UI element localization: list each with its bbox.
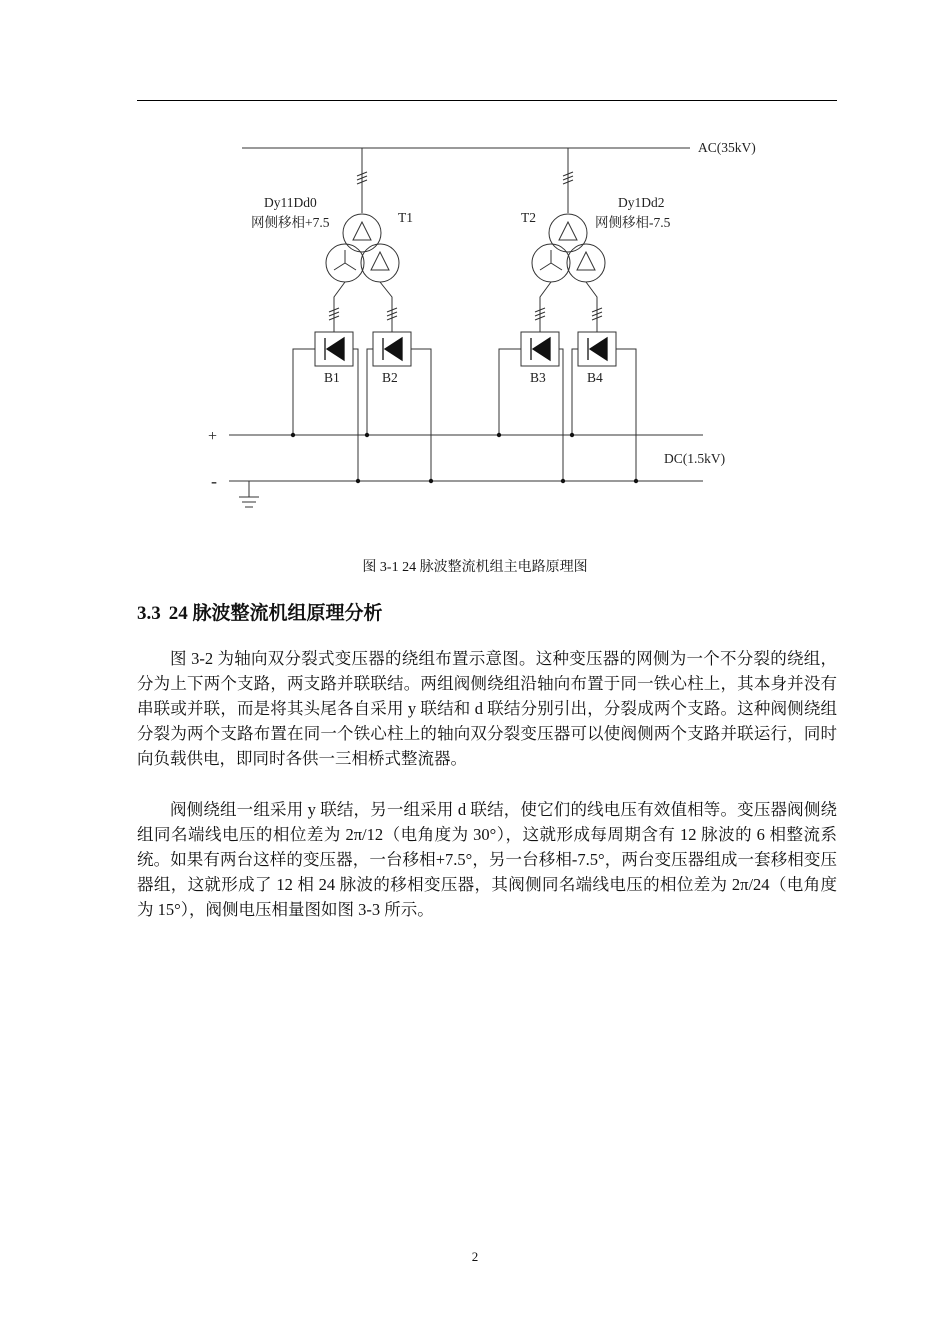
diode-b3 (531, 338, 550, 360)
dc-negative-label: - (211, 471, 217, 491)
diode-b1 (325, 338, 344, 360)
t1-lead-b2 (380, 282, 392, 332)
t1-feeder-ticks (357, 172, 367, 184)
bridge-b4-label: B4 (587, 370, 603, 385)
page-number: 2 (471, 1249, 479, 1264)
b1-positive-lead (293, 349, 315, 435)
b2-positive-lead (367, 349, 373, 435)
body-paragraph-1: 图 3-2 为轴向双分裂式变压器的绕组布置示意图。这种变压器的网侧为一个不分裂的绕组，分为上下两个支路，两支路并联联结。两组阀侧绕组沿轴向布置于同一铁心柱上，其本身并没有串联或并联，而是将其头尾各自采用 y 联结和 d 联结分别引出，分裂成两个支路。这种阀侧绕组分裂为两个支路布置在同一个铁心柱上的轴向双分裂变压器可以使阀侧两个支路并联运行，同时向负载供电，即同时各供一三相桥式整流器。 (137, 649, 837, 768)
bridge-b1-label: B1 (324, 370, 340, 385)
b4-positive-lead (572, 349, 578, 435)
t2-lead-b3 (540, 282, 551, 332)
dc-bus-label: DC(1.5kV) (664, 451, 726, 466)
dc-positive-label: + (208, 428, 218, 445)
section-number: 3.3 (137, 603, 161, 624)
section-title: 24 脉波整流机组原理分析 (168, 603, 383, 624)
b4-negative-lead (616, 349, 636, 481)
bridge-b2-label: B2 (382, 370, 398, 385)
b1-negative-lead (353, 349, 358, 481)
figure-caption: 图 3-1 24 脉波整流机组主电路原理图 (362, 560, 588, 575)
t2-name-label: T2 (521, 210, 536, 225)
transformer-t1 (326, 214, 399, 282)
diode-b2 (383, 338, 402, 360)
t2-feeder-ticks (563, 172, 573, 184)
b2-negative-lead (411, 349, 431, 481)
t1-name-label: T1 (398, 210, 413, 225)
t2-shift-label: 网侧移相-7.5 (595, 215, 671, 230)
lead-ticks (329, 308, 602, 320)
diode-b4 (588, 338, 607, 360)
circuit-diagram (0, 0, 950, 560)
ac-bus-label: AC(35kV) (698, 140, 756, 155)
t1-lead-b1 (334, 282, 345, 332)
b3-positive-lead (499, 349, 521, 435)
t2-connection-label: Dy1Dd2 (618, 195, 665, 210)
section-heading (137, 598, 391, 625)
junction-dots (291, 433, 638, 483)
bridge-b3-label: B3 (530, 370, 546, 385)
b3-negative-lead (559, 349, 563, 481)
t1-shift-label: 网侧移相+7.5 (251, 215, 330, 230)
t1-connection-label: Dy11Dd0 (264, 195, 317, 210)
ground-symbol (239, 481, 259, 507)
t2-lead-b4 (586, 282, 597, 332)
body-paragraph-2: 阀侧绕组一组采用 y 联结，另一组采用 d 联结，使它们的线电压有效值相等。变压器阀侧绕组同名端线电压的相位差为 2π/12（电角度为 30°），这就形成每周期含有 12 脉波的 6 相整流系统。如果有两台这样的变压器，一台移相+7.5°，另一台移相-7.5°，两台变压器组成一套移相变压器组，这就形成了 12 相 24 脉波的移相变压器，其阀侧同名端线电压的相位差为 2π/24（电角度为 15°），阀侧电压相量图如图 3-3 所示。 (137, 800, 837, 919)
